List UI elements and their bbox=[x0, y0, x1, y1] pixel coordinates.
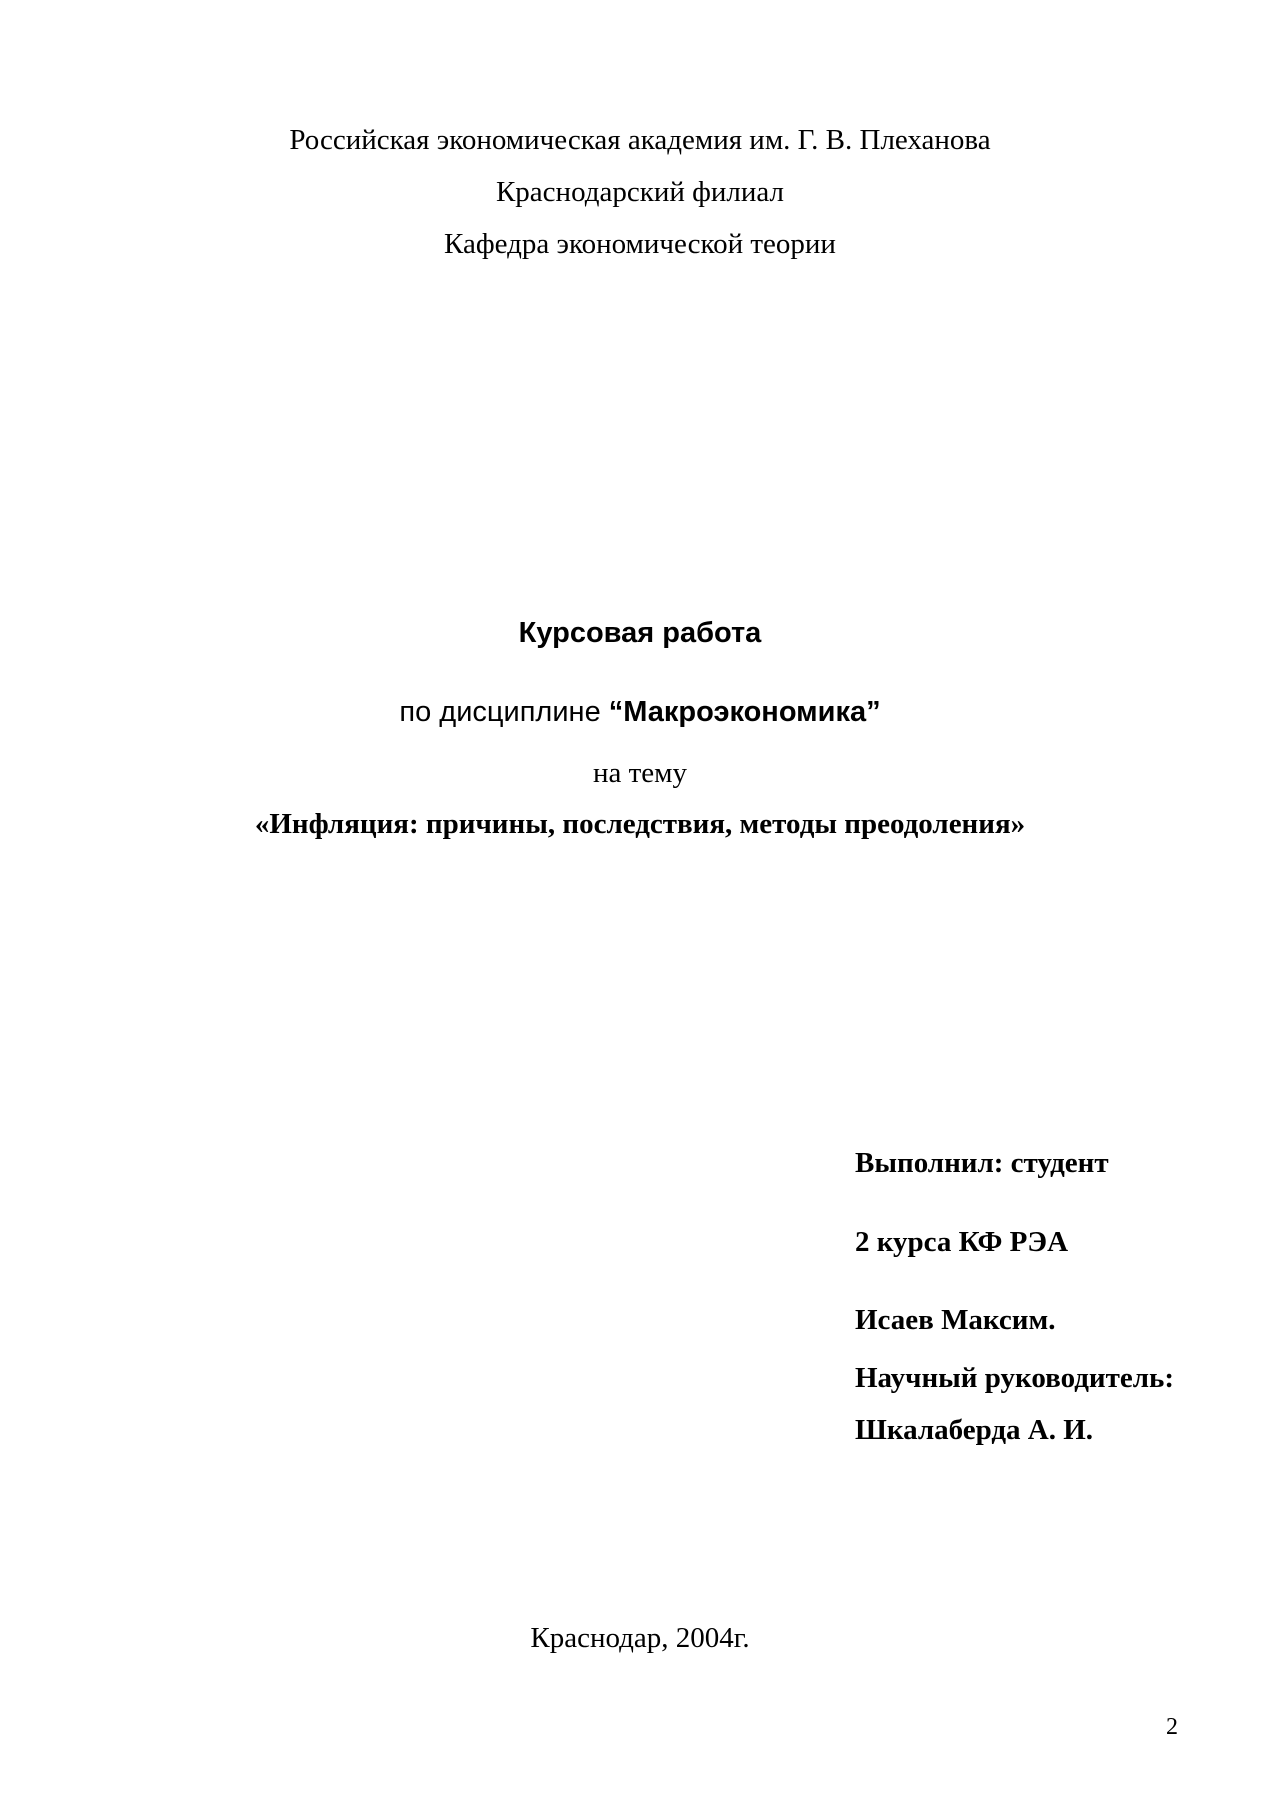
discipline-prefix: по дисциплине bbox=[399, 696, 609, 728]
author-name: Исаев Максим. bbox=[855, 1304, 1056, 1336]
author-course: 2 курса КФ РЭА bbox=[855, 1226, 1069, 1258]
discipline-name: “Макроэкономика” bbox=[608, 696, 881, 728]
department-name: Кафедра экономической теории bbox=[444, 228, 836, 260]
branch-name: Краснодарский филиал bbox=[495, 176, 785, 208]
work-type-title: Курсовая работа bbox=[518, 617, 762, 649]
city-year: Краснодар, 2004г. bbox=[530, 1622, 750, 1654]
supervisor-name: Шкалаберда А. И. bbox=[855, 1414, 1094, 1446]
topic-title: «Инфляция: причины, последствия, методы преодоления» bbox=[254, 808, 1026, 840]
topic-intro: на тему bbox=[592, 757, 688, 789]
supervisor-label: Научный руководитель: bbox=[855, 1362, 1174, 1394]
institution-name: Российская экономическая академия им. Г. В. Плеханова bbox=[289, 124, 991, 156]
author-role: Выполнил: студент bbox=[855, 1147, 1109, 1179]
discipline-line bbox=[0, 694, 1280, 730]
page-number: 2 bbox=[1166, 1714, 1178, 1740]
